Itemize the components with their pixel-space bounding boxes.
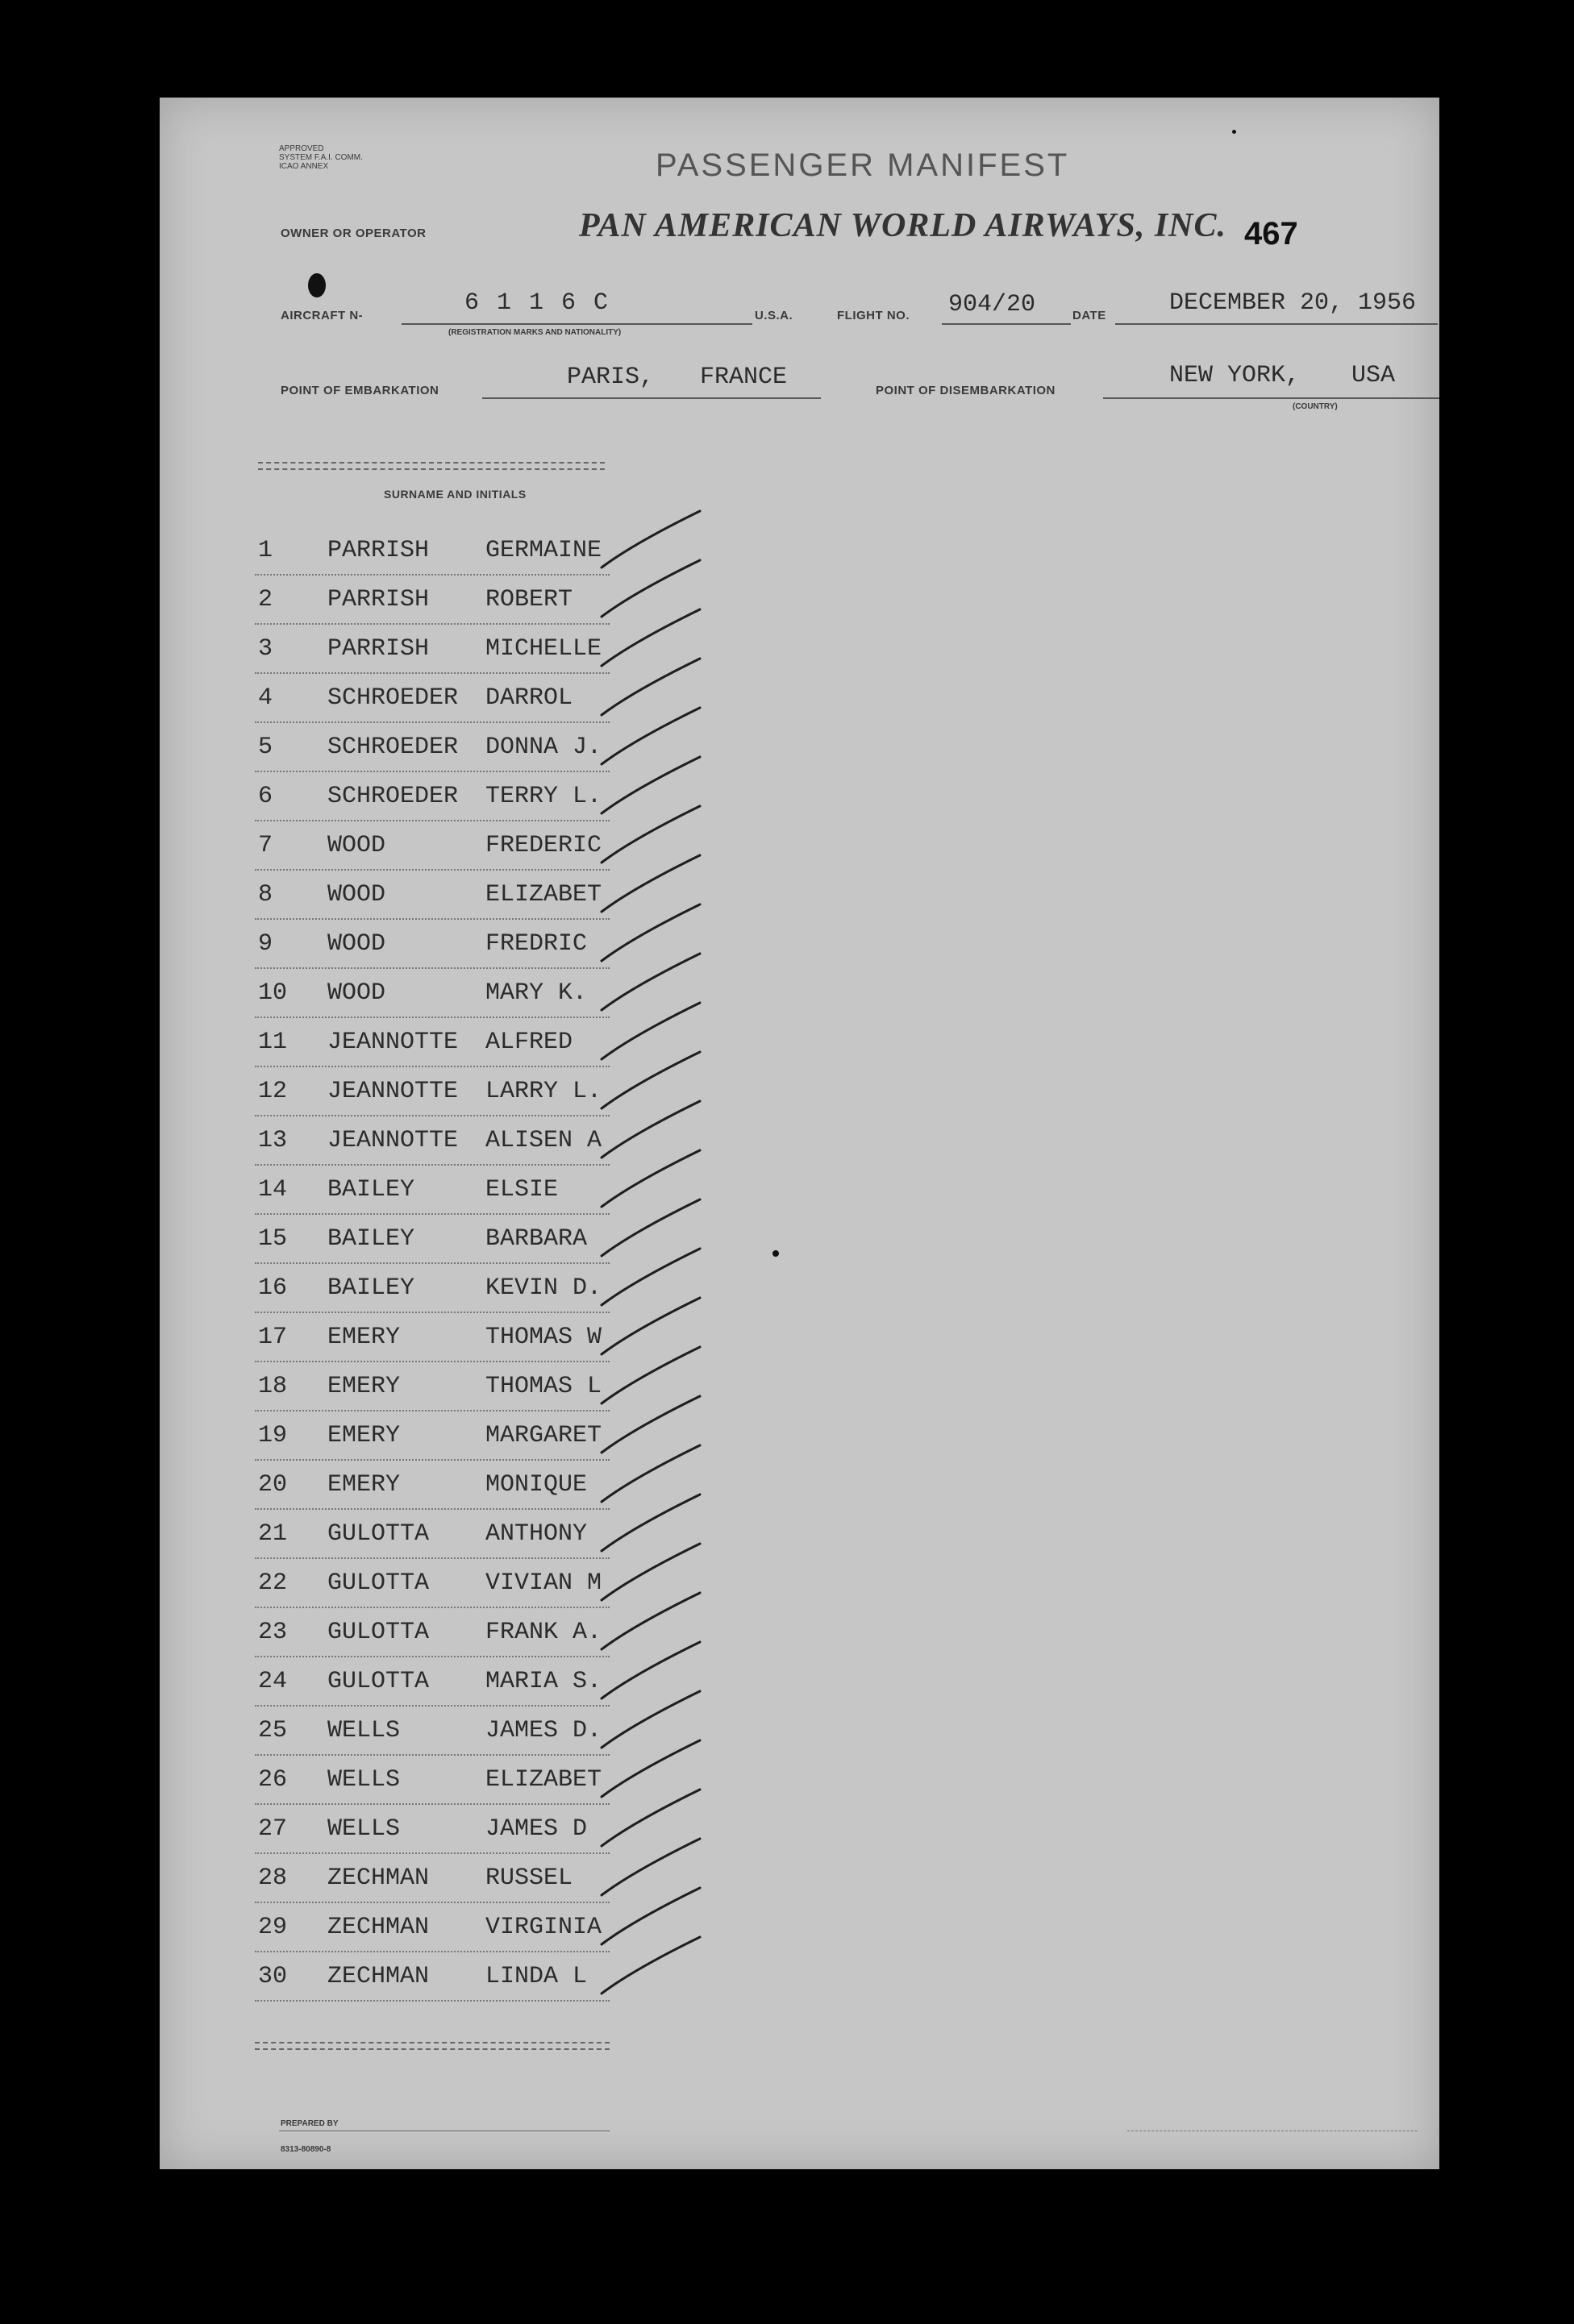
passenger-number: 19 <box>258 1422 288 1449</box>
check-tick <box>602 1150 700 1207</box>
passenger-surname: JEANNOTTE <box>327 1078 459 1105</box>
passenger-surname: GULOTTA <box>327 1619 430 1646</box>
check-tick <box>602 855 700 912</box>
passenger-surname: PARRISH <box>327 537 430 564</box>
embarkation-country: FRANCE <box>700 364 788 391</box>
passenger-number: 21 <box>258 1520 288 1548</box>
passenger-surname: WOOD <box>327 881 386 908</box>
prepared-label: PREPARED BY <box>281 2119 339 2128</box>
approval-line: ICAO ANNEX <box>279 162 329 171</box>
passenger-given-name: VIVIAN M <box>485 1569 602 1597</box>
check-tick <box>602 757 700 813</box>
passenger-surname: WOOD <box>327 979 386 1007</box>
passenger-given-name: JAMES D. <box>485 1717 602 1744</box>
passenger-surname: EMERY <box>327 1373 401 1400</box>
flight-number: 904/20 <box>948 291 1036 318</box>
passenger-number: 13 <box>258 1127 288 1154</box>
passenger-given-name: FRANK A. <box>485 1619 602 1646</box>
passenger-surname: BAILEY <box>327 1176 415 1204</box>
check-marks <box>160 98 1439 2169</box>
manifest-title: PASSENGER MANIFEST <box>656 148 1070 183</box>
country-caption: (COUNTRY) <box>1293 402 1338 411</box>
passenger-given-name: BARBARA <box>485 1225 588 1253</box>
passenger-surname: PARRISH <box>327 635 430 663</box>
check-tick <box>602 1003 700 1059</box>
check-tick <box>602 1249 700 1305</box>
passenger-surname: SCHROEDER <box>327 684 459 712</box>
passenger-given-name: ELIZABET <box>485 1766 602 1794</box>
passenger-number: 5 <box>258 734 273 761</box>
check-tick <box>602 560 700 617</box>
approval-line: APPROVED <box>279 144 324 153</box>
passenger-number: 29 <box>258 1914 288 1941</box>
owner-label: OWNER OR OPERATOR <box>281 227 427 240</box>
check-tick <box>602 1740 700 1797</box>
passenger-given-name: THOMAS W <box>485 1324 602 1351</box>
check-tick <box>602 659 700 715</box>
flight-date: DECEMBER 20, 1956 <box>1169 289 1417 317</box>
check-tick <box>602 1396 700 1453</box>
passenger-given-name: ALFRED <box>485 1029 573 1056</box>
passenger-surname: WELLS <box>327 1815 401 1843</box>
passenger-given-name: ELIZABET <box>485 881 602 908</box>
check-tick <box>602 1839 700 1895</box>
passenger-given-name: GERMAINE <box>485 537 602 564</box>
passenger-given-name: ROBERT <box>485 586 573 613</box>
passenger-number: 10 <box>258 979 288 1007</box>
passenger-surname: SCHROEDER <box>327 734 459 761</box>
passenger-number: 14 <box>258 1176 288 1204</box>
check-tick <box>602 511 700 567</box>
check-tick <box>602 1445 700 1502</box>
passenger-number: 15 <box>258 1225 288 1253</box>
passenger-number: 28 <box>258 1865 288 1892</box>
passenger-given-name: RUSSEL <box>485 1865 573 1892</box>
aircraft-registration: 6116C <box>464 289 627 317</box>
check-tick <box>602 609 700 666</box>
passenger-surname: EMERY <box>327 1324 401 1351</box>
check-tick <box>602 1888 700 1944</box>
passenger-number: 1 <box>258 537 273 564</box>
passenger-given-name: MARIA S. <box>485 1668 602 1695</box>
passenger-given-name: VIRGINIA <box>485 1914 602 1941</box>
check-tick <box>602 954 700 1010</box>
passenger-number: 9 <box>258 930 273 958</box>
flight-label: FLIGHT NO. <box>837 309 910 322</box>
passenger-number: 24 <box>258 1668 288 1695</box>
airline-name: PAN AMERICAN WORLD AIRWAYS, INC. <box>579 207 1227 244</box>
passenger-number: 18 <box>258 1373 288 1400</box>
passenger-given-name: FREDERIC <box>485 832 602 859</box>
check-tick <box>602 1544 700 1600</box>
approval-line: SYSTEM F.A.I. COMM. <box>279 153 363 162</box>
passenger-number: 12 <box>258 1078 288 1105</box>
passenger-number: 27 <box>258 1815 288 1843</box>
table-bottom-rule <box>255 2042 610 2043</box>
passenger-surname: EMERY <box>327 1471 401 1499</box>
passenger-surname: ZECHMAN <box>327 1914 430 1941</box>
check-tick <box>602 1052 700 1108</box>
country-code: U.S.A. <box>755 309 793 322</box>
passenger-given-name: MONIQUE <box>485 1471 588 1499</box>
passenger-number: 17 <box>258 1324 288 1351</box>
passenger-surname: SCHROEDER <box>327 783 459 810</box>
check-tick <box>602 1642 700 1698</box>
passenger-given-name: DARROL <box>485 684 573 712</box>
passenger-surname: GULOTTA <box>327 1520 430 1548</box>
passenger-given-name: KEVIN D. <box>485 1274 602 1302</box>
passenger-number: 20 <box>258 1471 288 1499</box>
passenger-surname: ZECHMAN <box>327 1963 430 1990</box>
passenger-given-name: MICHELLE <box>485 635 602 663</box>
check-tick <box>602 1495 700 1551</box>
disembarkation-country: USA <box>1351 362 1396 389</box>
check-tick <box>602 1101 700 1158</box>
check-tick <box>602 1937 700 1993</box>
passenger-number: 26 <box>258 1766 288 1794</box>
table-bottom-rule <box>255 2048 610 2050</box>
check-tick <box>602 1790 700 1846</box>
check-tick <box>602 708 700 764</box>
passenger-given-name: MARY K. <box>485 979 588 1007</box>
passenger-number: 6 <box>258 783 273 810</box>
passenger-number: 7 <box>258 832 273 859</box>
passenger-given-name: ELSIE <box>485 1176 559 1204</box>
passenger-number: 16 <box>258 1274 288 1302</box>
embarkation-city: PARIS, <box>567 364 655 391</box>
passenger-surname: BAILEY <box>327 1225 415 1253</box>
passenger-surname: WOOD <box>327 832 386 859</box>
check-tick <box>602 1691 700 1748</box>
passenger-surname: JEANNOTTE <box>327 1029 459 1056</box>
registration-caption: (REGISTRATION MARKS AND NATIONALITY) <box>448 328 622 337</box>
date-label: DATE <box>1072 309 1106 322</box>
passenger-number: 2 <box>258 586 273 613</box>
passenger-given-name: ALISEN A <box>485 1127 602 1154</box>
passenger-surname: ZECHMAN <box>327 1865 430 1892</box>
check-tick <box>602 904 700 961</box>
passenger-given-name: FREDRIC <box>485 930 588 958</box>
passenger-surname: GULOTTA <box>327 1668 430 1695</box>
passenger-surname: GULOTTA <box>327 1569 430 1597</box>
passenger-surname: BAILEY <box>327 1274 415 1302</box>
passenger-number: 22 <box>258 1569 288 1597</box>
page-number: 467 <box>1244 216 1298 252</box>
passenger-given-name: ANTHONY <box>485 1520 588 1548</box>
passenger-given-name: THOMAS L <box>485 1373 602 1400</box>
embarkation-label: POINT OF EMBARKATION <box>281 384 439 397</box>
passenger-surname: WELLS <box>327 1766 401 1794</box>
passenger-given-name: DONNA J. <box>485 734 602 761</box>
disembarkation-label: POINT OF DISEMBARKATION <box>876 384 1056 397</box>
passengers-header: SURNAME AND INITIALS <box>384 488 527 501</box>
ink-dot <box>772 1250 779 1257</box>
passenger-surname: JEANNOTTE <box>327 1127 459 1154</box>
passenger-given-name: TERRY L. <box>485 783 602 810</box>
passenger-surname: WELLS <box>327 1717 401 1744</box>
manifest-sheet <box>160 98 1439 2169</box>
passenger-number: 3 <box>258 635 273 663</box>
check-tick <box>602 1298 700 1354</box>
disembarkation-city: NEW YORK, <box>1169 362 1301 389</box>
passenger-given-name: JAMES D <box>485 1815 588 1843</box>
form-number: 8313-80890-8 <box>281 2145 331 2154</box>
passenger-given-name: MARGARET <box>485 1422 602 1449</box>
passenger-number: 30 <box>258 1963 288 1990</box>
passenger-number: 23 <box>258 1619 288 1646</box>
passenger-number: 11 <box>258 1029 288 1056</box>
aircraft-label: AIRCRAFT N- <box>281 309 364 322</box>
passenger-number: 25 <box>258 1717 288 1744</box>
check-tick <box>602 1199 700 1256</box>
check-tick <box>602 806 700 863</box>
passenger-number: 4 <box>258 684 273 712</box>
passenger-given-name: LARRY L. <box>485 1078 602 1105</box>
passenger-given-name: LINDA L <box>485 1963 588 1990</box>
ink-dot <box>1232 130 1236 134</box>
passenger-number: 8 <box>258 881 273 908</box>
passenger-surname: PARRISH <box>327 586 430 613</box>
passenger-surname: WOOD <box>327 930 386 958</box>
passenger-surname: EMERY <box>327 1422 401 1449</box>
check-tick <box>602 1347 700 1403</box>
check-tick <box>602 1593 700 1649</box>
